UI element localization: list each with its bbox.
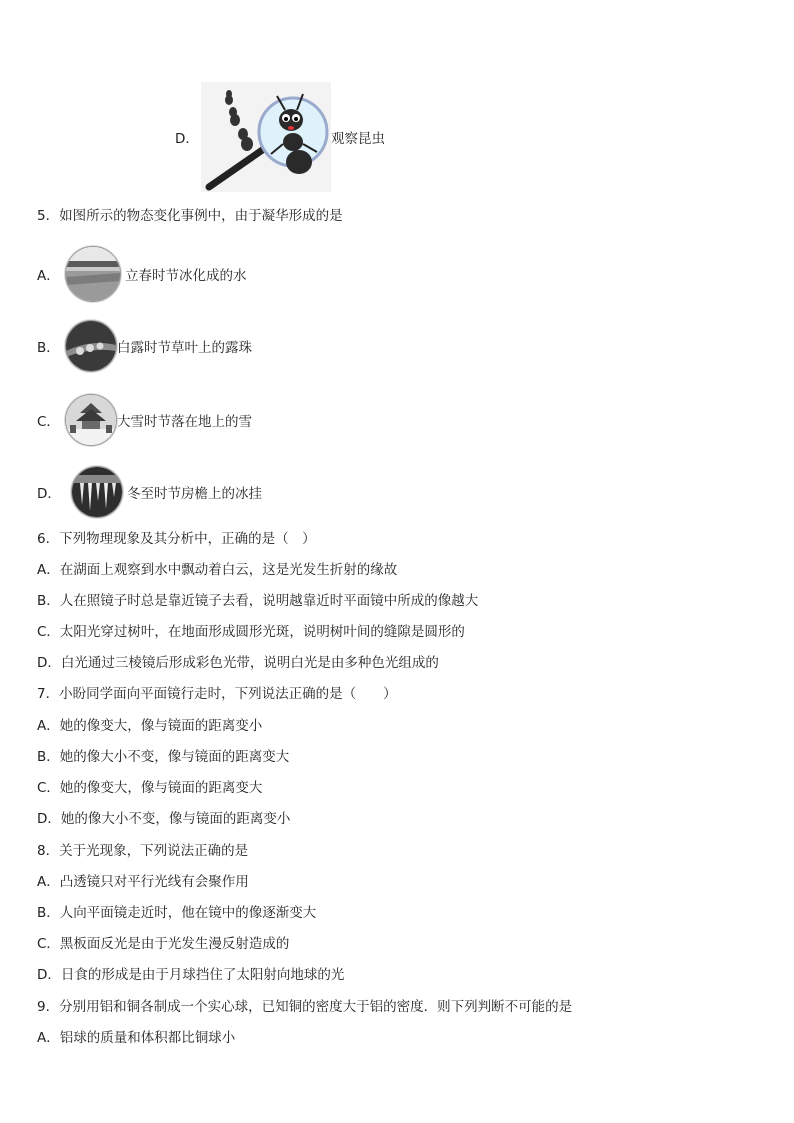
option-letter: D．: [175, 131, 199, 147]
question-5-option-d: [37, 466, 262, 518]
question-6-stem: 6．下列物理现象及其分析中，正确的是（ ）: [37, 531, 316, 547]
ice-melt-image: [65, 246, 121, 302]
question-5-stem: 5．如图所示的物态变化事例中，由于凝华形成的是: [37, 208, 343, 224]
option-text: 冬至时节房檐上的冰挂: [127, 486, 262, 502]
question-7-option-a: A．她的像变大，像与镜面的距离变小: [37, 718, 263, 734]
question-8-option-d: D．日食的形成是由于月球挡住了太阳射向地球的光: [37, 967, 345, 983]
dew-drops-image: [65, 320, 117, 372]
question-7-option-b: B．她的像大小不变，像与镜面的距离变大: [37, 749, 290, 765]
question-6-option-a: A．在湖面上观察到水中飘动着白云，这是光发生折射的缘故: [37, 562, 398, 578]
question-9-stem: 9．分别用铝和铜各制成一个实心球，已知铜的密度大于铝的密度．则下列判断不可能的是: [37, 999, 573, 1015]
question-7-option-c: C．她的像变大，像与镜面的距离变大: [37, 780, 263, 796]
icicle-image: [71, 466, 123, 518]
question-8-option-b: B．人向平面镜走近时，他在镜中的像逐渐变大: [37, 905, 317, 921]
question-6-option-d: D．白光通过三棱镜后形成彩色光带，说明白光是由多种色光组成的: [37, 655, 439, 671]
option-text: 立春时节冰化成的水: [125, 268, 247, 284]
option-caption: 观察昆虫: [331, 131, 385, 147]
magnifier-ant-image: [201, 82, 331, 192]
question-8-option-a: A．凸透镜只对平行光线有会聚作用: [37, 874, 249, 890]
question-5-option-b: [37, 320, 252, 372]
option-letter: C．: [37, 414, 60, 430]
option-letter: D．: [37, 486, 61, 502]
question-8-stem: 8．关于光现象，下列说法正确的是: [37, 843, 249, 859]
question-6-option-b: B．人在照镜子时总是靠近镜子去看，说明越靠近时平面镜中所成的像越大: [37, 593, 479, 609]
question-8-option-c: C．黑板面反光是由于光发生漫反射造成的: [37, 936, 290, 952]
snow-temple-image: [65, 394, 117, 446]
question-7-option-d: D．她的像大小不变，像与镜面的距离变小: [37, 811, 291, 827]
option-text: 白露时节草叶上的露珠: [117, 340, 252, 356]
question-7-stem: 7．小盼同学面向平面镜行走时，下列说法正确的是（ ）: [37, 686, 397, 702]
question-5-option-a: [37, 246, 247, 302]
option-letter: B．: [37, 340, 60, 356]
q4-option-d: [175, 82, 385, 192]
question-9-option-a: A．铝球的质量和体积都比铜球小: [37, 1030, 236, 1046]
question-6-option-c: C．太阳光穿过树叶，在地面形成圆形光斑，说明树叶间的缝隙是圆形的: [37, 624, 465, 640]
option-letter: A．: [37, 268, 60, 284]
option-text: 大雪时节落在地上的雪: [117, 414, 252, 430]
question-5-option-c: [37, 394, 252, 446]
